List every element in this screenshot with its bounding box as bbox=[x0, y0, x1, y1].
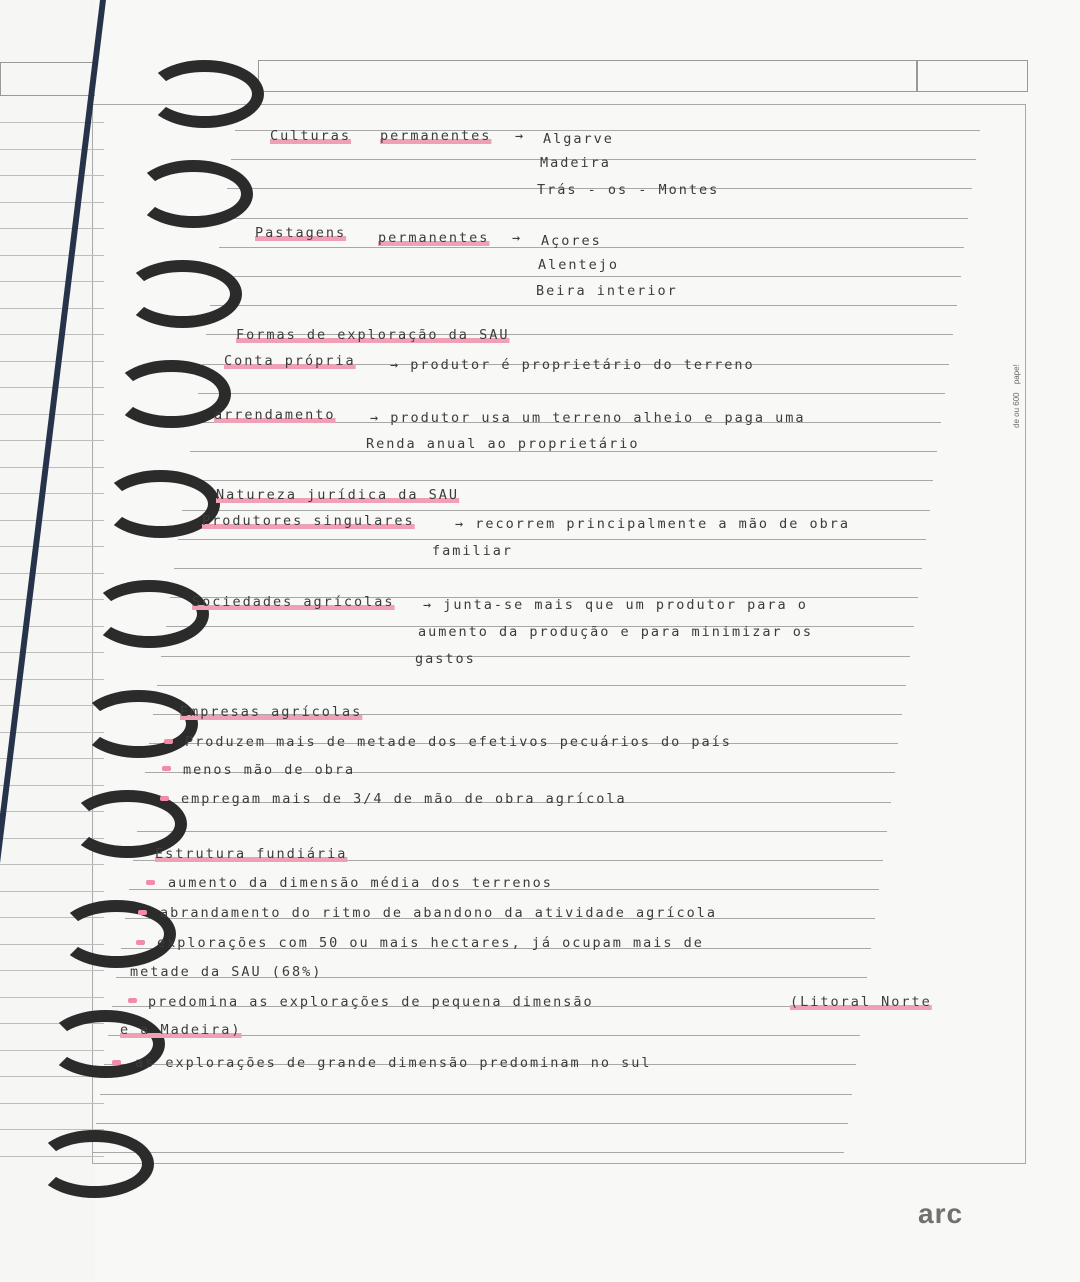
ruled-line bbox=[137, 831, 887, 832]
side-note-line-2: pape! bbox=[1012, 364, 1021, 385]
note-arrend-rest: → produtor usa um terreno alheio e paga uma bbox=[370, 410, 806, 426]
left-ruled-line bbox=[0, 652, 104, 653]
note-culturas-arrow: → bbox=[515, 128, 526, 144]
bullet-mark bbox=[138, 910, 147, 915]
note-familiar: familiar bbox=[432, 543, 514, 559]
binder-ring bbox=[79, 690, 198, 758]
note-alentejo: Alentejo bbox=[538, 257, 620, 273]
left-ruled-line bbox=[0, 520, 104, 521]
note-conta-rest: → produtor é proprietário do terreno bbox=[390, 357, 755, 373]
ruled-line bbox=[198, 393, 945, 394]
left-ruled-line bbox=[0, 308, 104, 309]
note-renda: Renda anual ao proprietário bbox=[366, 436, 640, 452]
left-ruled-line bbox=[0, 970, 104, 971]
bullet-mark bbox=[146, 880, 155, 885]
note-acores: Açores bbox=[541, 233, 602, 249]
side-note-line-1: de ou 600 bbox=[1012, 392, 1021, 428]
note-produtores-rest: → recorrem principalmente a mão de obra bbox=[455, 516, 850, 532]
left-ruled-line bbox=[0, 864, 104, 865]
left-ruled-line bbox=[0, 149, 104, 150]
note-asexp: as explorações de grande dimensão predominam no sul bbox=[135, 1055, 652, 1071]
binder-ring bbox=[57, 900, 176, 968]
note-estrutura: Estrutura fundiária bbox=[155, 846, 348, 862]
note-aumento2: aumento da dimensão média dos terrenos bbox=[168, 875, 553, 891]
left-ruled-line bbox=[0, 1103, 104, 1104]
note-arrend: arrendamento bbox=[214, 407, 336, 423]
bullet-mark bbox=[160, 796, 169, 801]
note-produtores: Produtores singulares bbox=[202, 513, 415, 529]
left-ruled-line bbox=[0, 573, 104, 574]
note-conta: Conta própria bbox=[224, 353, 356, 369]
note-empregam: empregam mais de 3/4 de mão de obra agrícola bbox=[181, 791, 627, 807]
note-metade: metade da SAU (68%) bbox=[130, 964, 323, 980]
left-ruled-line bbox=[0, 785, 104, 786]
bullet-mark bbox=[164, 739, 173, 744]
left-ruled-line bbox=[0, 997, 104, 998]
left-ruled-line bbox=[0, 467, 104, 468]
note-formas: Formas de exploração da SAU bbox=[236, 327, 510, 343]
ruled-line bbox=[182, 510, 930, 511]
ruled-line bbox=[92, 1152, 844, 1153]
binder-ring bbox=[123, 260, 242, 328]
note-culturas: Culturas bbox=[270, 128, 352, 144]
ruled-line bbox=[178, 539, 926, 540]
ruled-line bbox=[161, 656, 910, 657]
left-ruled-line bbox=[0, 493, 104, 494]
note-empresas: Empresas agrícolas bbox=[180, 704, 363, 720]
note-abrandamento: abrandamento do ritmo de abandono da atividade agrícola bbox=[160, 905, 718, 921]
left-ruled-line bbox=[0, 361, 104, 362]
left-ruled-line bbox=[0, 891, 104, 892]
note-produzem: Produzem mais de metade dos efetivos pecuários do país bbox=[185, 734, 732, 750]
note-culturas-perm: permanentes bbox=[380, 128, 492, 144]
note-exploracoes: explorações com 50 ou mais hectares, já ocupam mais de bbox=[157, 935, 704, 951]
ruled-line bbox=[157, 685, 906, 686]
ruled-line bbox=[215, 276, 961, 277]
ruled-line bbox=[174, 568, 922, 569]
left-ruled-line bbox=[0, 546, 104, 547]
bullet-mark bbox=[128, 998, 137, 1003]
binder-ring bbox=[134, 160, 253, 228]
note-madeira: Madeira bbox=[540, 155, 611, 171]
bullet-mark bbox=[112, 1060, 121, 1065]
bullet-mark bbox=[162, 766, 171, 771]
note-sociedades: Sociedades agrícolas bbox=[192, 594, 395, 610]
note-beira: Beira interior bbox=[536, 283, 678, 299]
left-ruled-line bbox=[0, 334, 104, 335]
ruled-line bbox=[100, 1094, 852, 1095]
left-ruled-line bbox=[0, 626, 104, 627]
ruled-line bbox=[223, 218, 969, 219]
left-ruled-line bbox=[0, 175, 104, 176]
left-ruled-line bbox=[0, 202, 104, 203]
side-note bbox=[1012, 364, 1021, 428]
left-ruled-line bbox=[0, 599, 104, 600]
left-ruled-line bbox=[0, 228, 104, 229]
bullet-mark bbox=[136, 940, 145, 945]
left-ruled-line bbox=[0, 440, 104, 441]
note-gastos: gastos bbox=[415, 651, 476, 667]
note-aumento: aumento da produção e para minimizar os bbox=[418, 624, 813, 640]
note-eamadeira: e a Madeira) bbox=[120, 1022, 242, 1038]
ruled-line bbox=[210, 305, 956, 306]
note-natureza: Natureza jurídica da SAU bbox=[216, 487, 460, 503]
note-sociedades-rest: → junta-se mais que um produtor para o bbox=[423, 597, 808, 613]
arc-logo: arc bbox=[918, 1198, 964, 1229]
note-litoral: (Litoral Norte bbox=[790, 994, 932, 1010]
left-ruled-line bbox=[0, 255, 104, 256]
note-algarve: Algarve bbox=[543, 131, 614, 147]
ruled-line bbox=[186, 480, 933, 481]
ruled-line bbox=[96, 1123, 848, 1124]
note-pastagens-perm: permanentes bbox=[378, 230, 490, 246]
header-title-box bbox=[258, 60, 918, 92]
binder-ring bbox=[90, 580, 209, 648]
note-predomina: predomina as explorações de pequena dimensão bbox=[148, 994, 594, 1010]
header-date-box bbox=[916, 60, 1028, 92]
note-pastagens-arrow: → bbox=[512, 230, 523, 246]
note-menos: menos mão de obra bbox=[183, 762, 356, 778]
binder-ring bbox=[145, 60, 264, 128]
note-pastagens: Pastagens bbox=[255, 225, 347, 241]
note-tras: Trás - os - Montes bbox=[537, 182, 720, 198]
binder-ring bbox=[35, 1130, 154, 1198]
left-ruled-line bbox=[0, 281, 104, 282]
left-ruled-line bbox=[0, 758, 104, 759]
